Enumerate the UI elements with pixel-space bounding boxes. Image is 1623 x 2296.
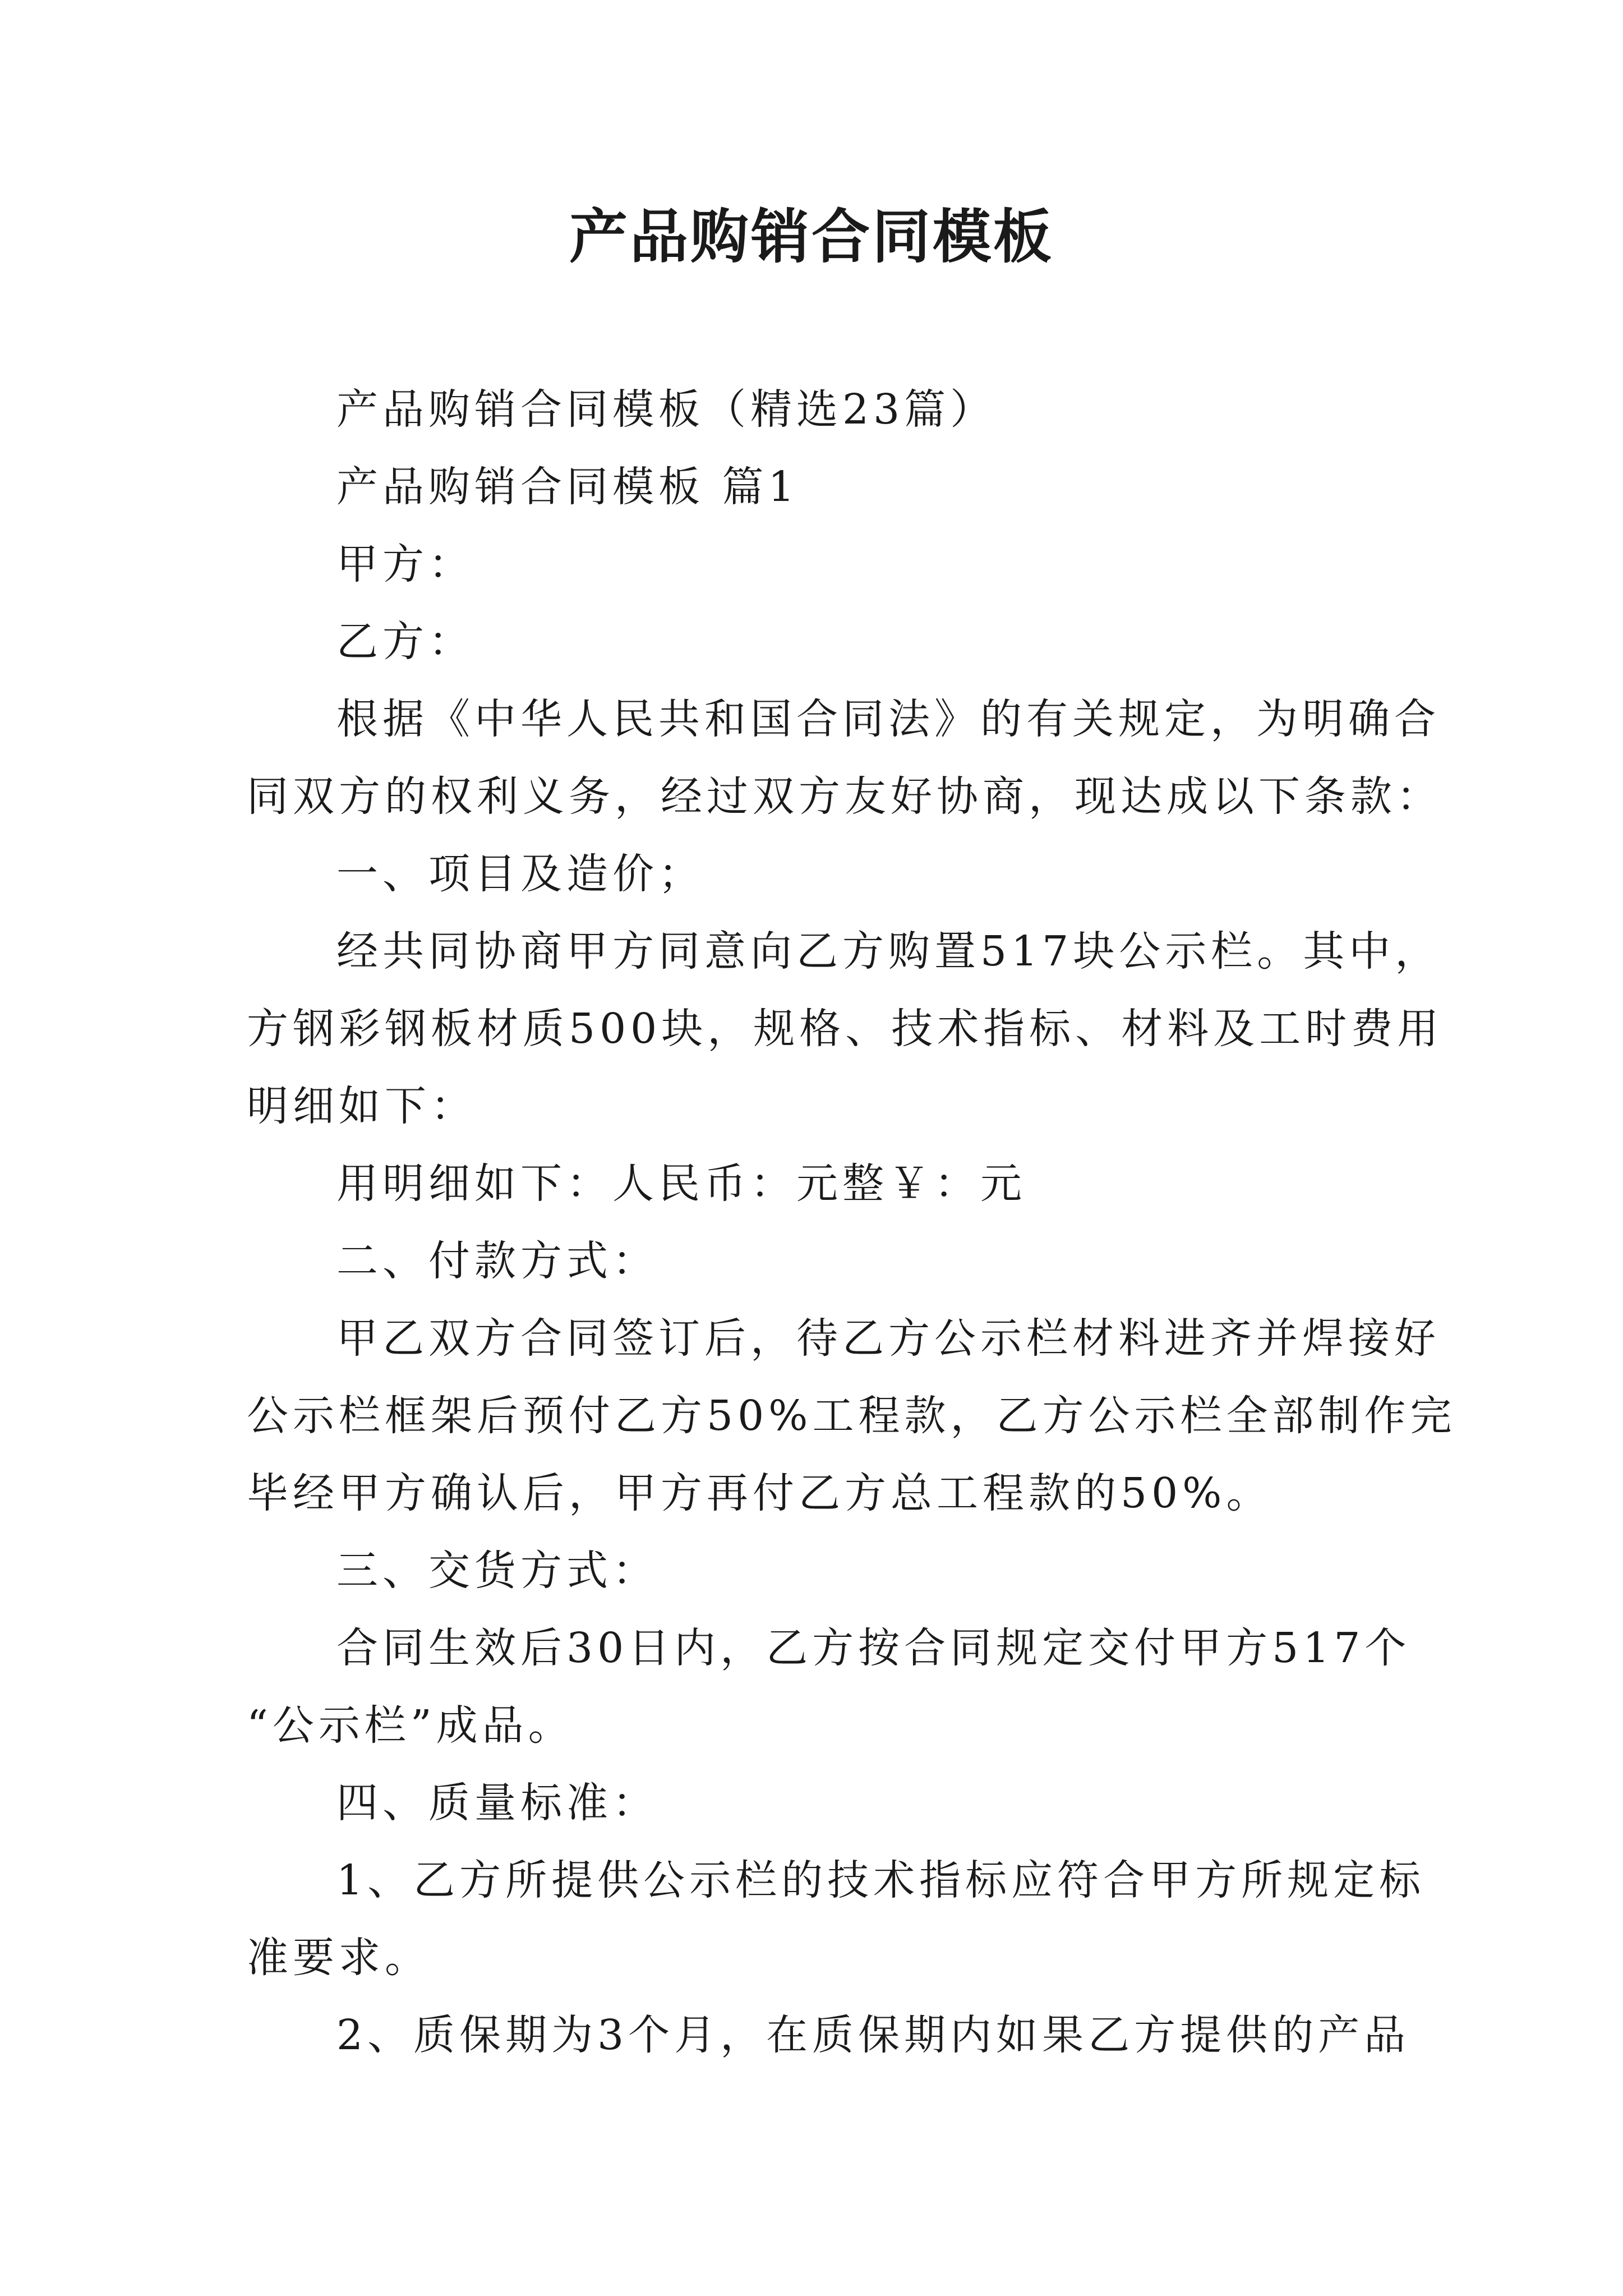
paragraph-line: 甲乙双方合同签订后，待乙方公示栏材料进齐并焊接好: [336, 1314, 1440, 1363]
clause-heading: 一、项目及造价；: [336, 850, 704, 898]
paragraph-line: 合同生效后30日内，乙方按合同规定交付甲方517个: [336, 1624, 1411, 1672]
paragraph-line: 毕经甲方确认后，甲方再付乙方总工程款的50%。: [247, 1469, 1272, 1517]
subtitle-line: 产品购销合同模板（精选23篇）: [336, 385, 997, 434]
party-a-line: 甲方：: [336, 540, 474, 588]
paragraph-line: 明细如下：: [247, 1082, 477, 1130]
paragraph-line: 根据《中华人民共和国合同法》的有关规定，为明确合: [336, 695, 1440, 743]
party-b-line: 乙方：: [336, 618, 474, 666]
paragraph-line: 用明细如下：人民币：元整￥：元: [336, 1159, 1026, 1208]
paragraph-line: 2、质保期为3个月，在质保期内如果乙方提供的产品: [336, 2011, 1410, 2059]
document-title: 产品购销合同模板: [569, 202, 1054, 271]
section-heading: 产品购销合同模板 篇1: [336, 463, 799, 511]
paragraph-line: “公示栏”成品。: [247, 1701, 574, 1750]
paragraph-line: 公示栏框架后预付乙方50%工程款，乙方公示栏全部制作完: [247, 1392, 1456, 1440]
clause-heading: 二、付款方式：: [336, 1237, 658, 1285]
clause-heading: 四、质量标准：: [336, 1779, 658, 1827]
paragraph-line: 经共同协商甲方同意向乙方购置517块公示栏。其中，: [336, 927, 1441, 976]
clause-heading: 三、交货方式：: [336, 1547, 658, 1595]
paragraph-line: 准要求。: [247, 1934, 431, 1982]
paragraph-line: 方钢彩钢板材质500块，规格、技术指标、材料及工时费用: [247, 1005, 1444, 1053]
paragraph-line: 同双方的权利义务，经过双方友好协商，现达成以下条款：: [247, 772, 1442, 821]
paragraph-line: 1、乙方所提供公示栏的技术指标应符合甲方所规定标: [336, 1856, 1426, 1904]
